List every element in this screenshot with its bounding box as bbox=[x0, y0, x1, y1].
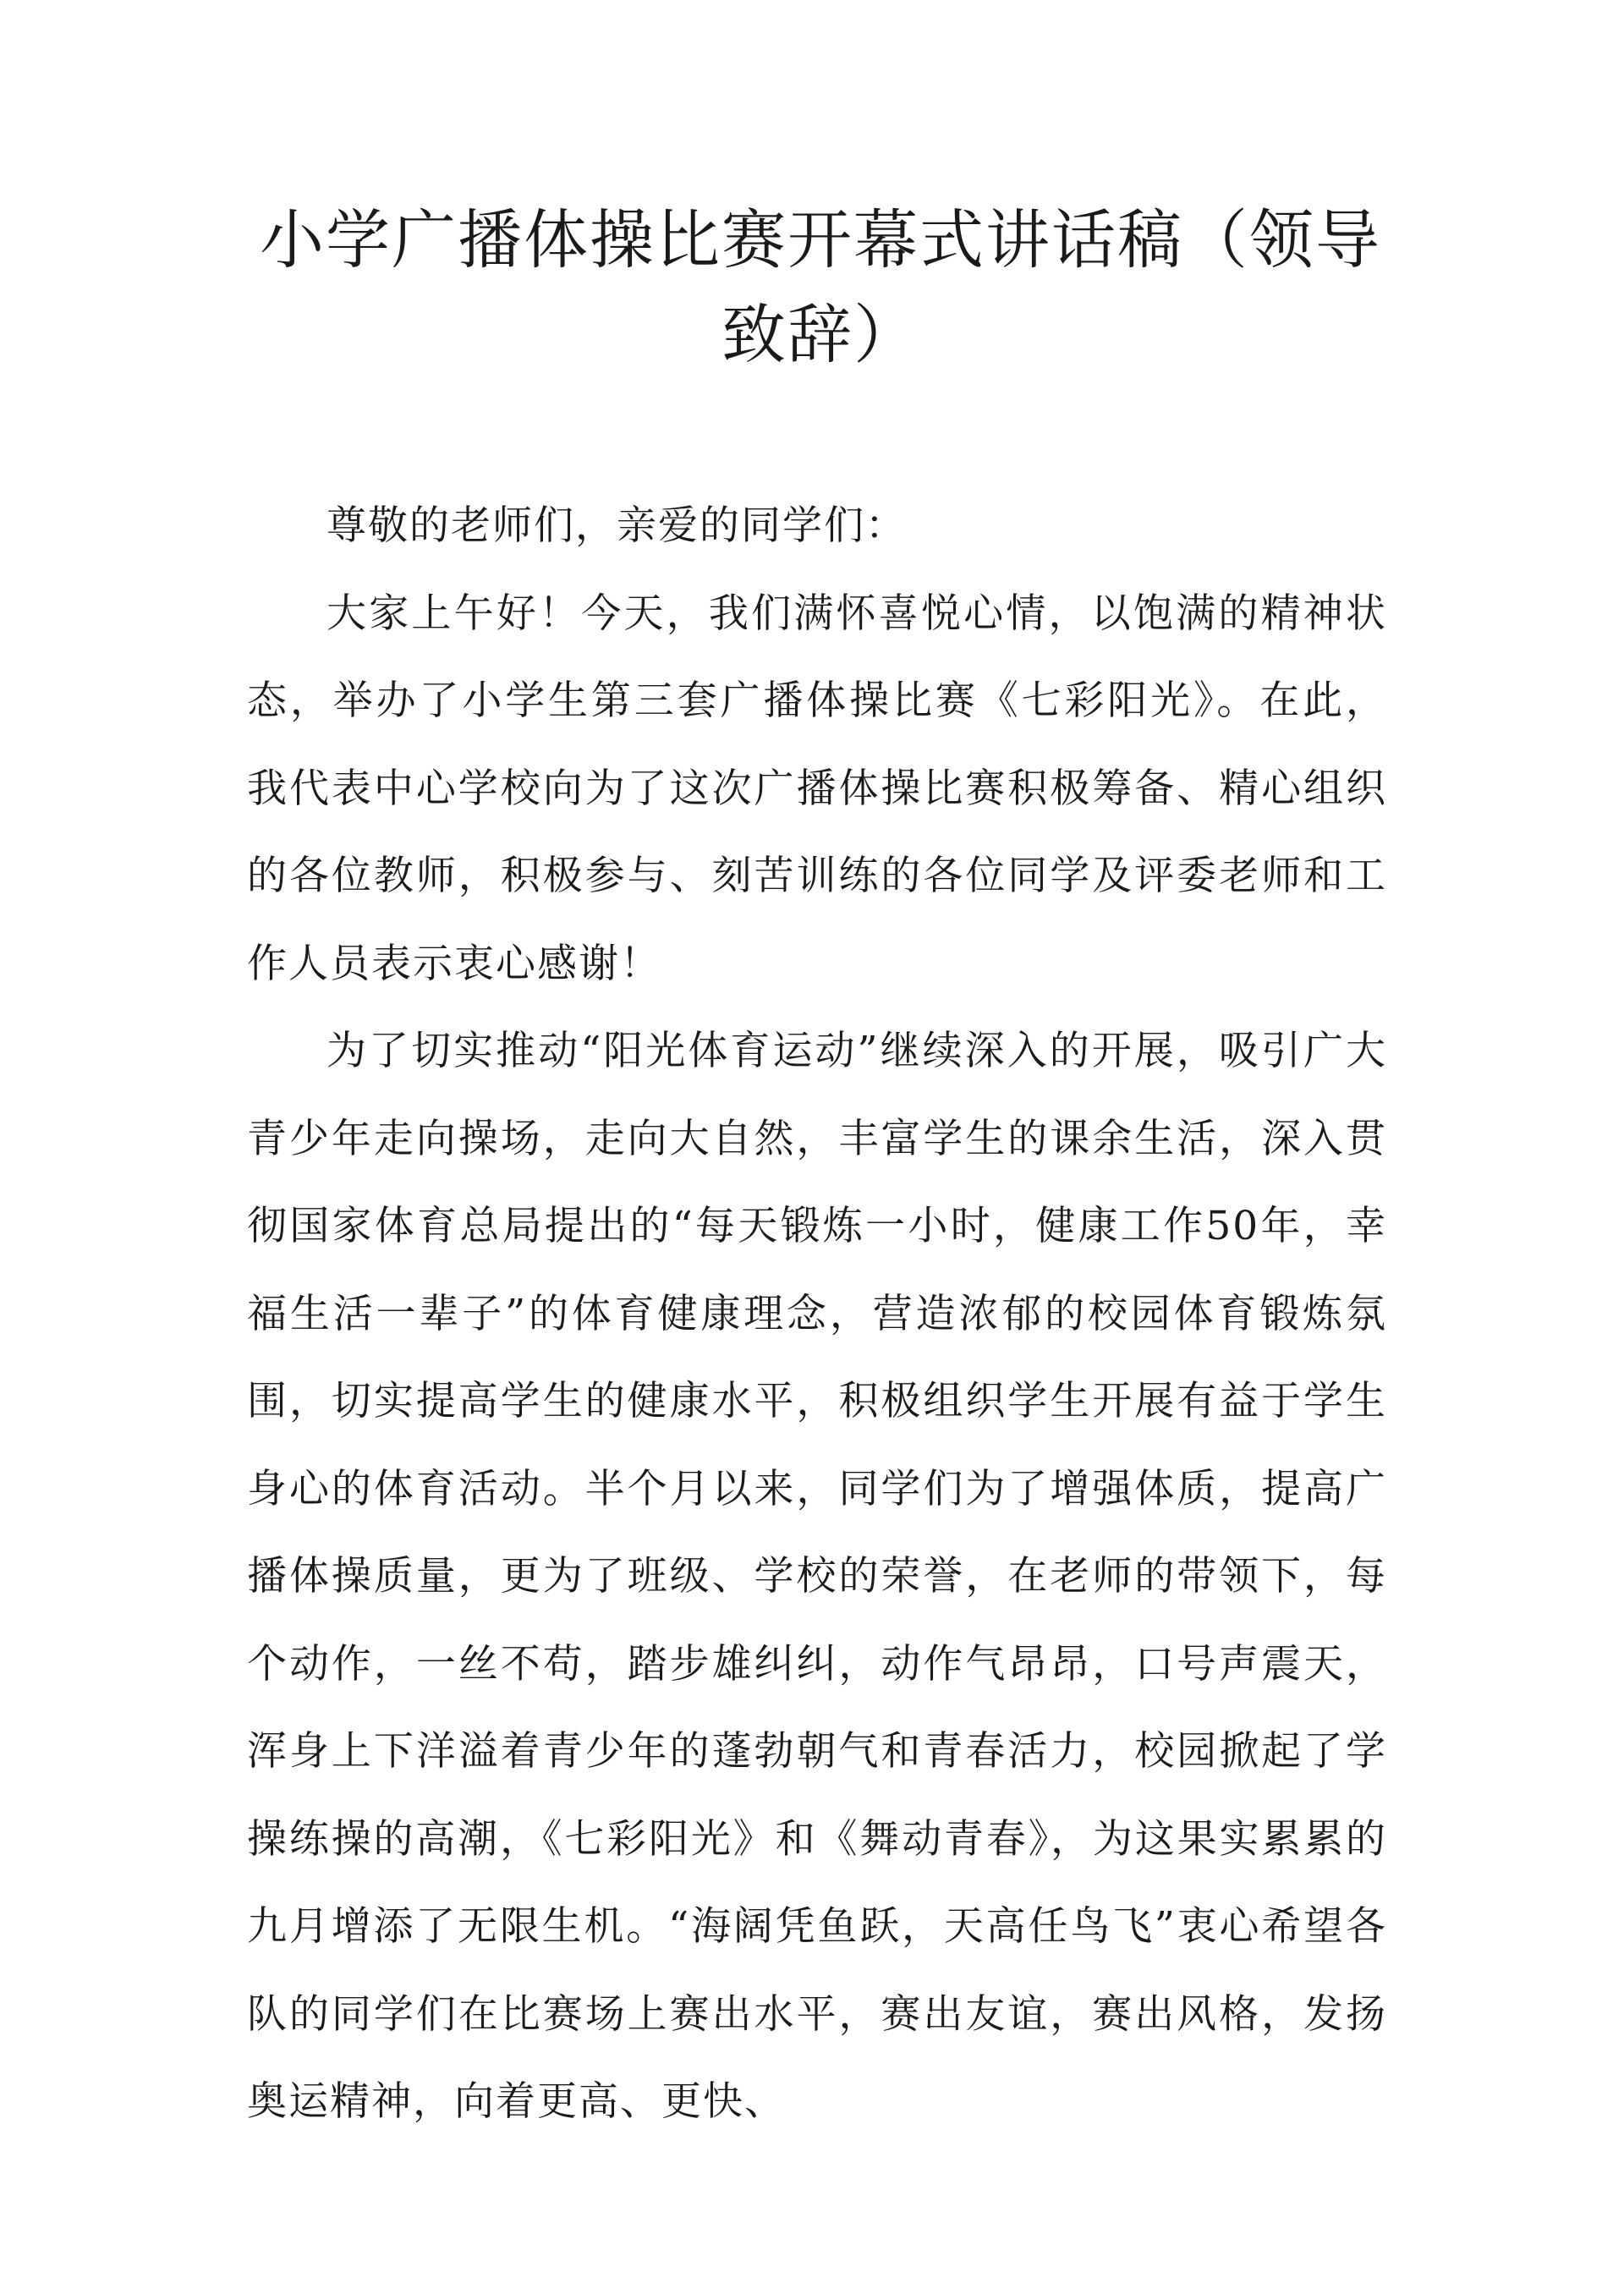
document-title: 小学广播体操比赛开幕式讲话稿（领导致辞） bbox=[260, 202, 1381, 372]
greeting-paragraph: 大家上午好！今天，我们满怀喜悦心情，以饱满的精神状态，举办了小学生第三套广播体操比赛《七彩阳光》。在此，我代表中心学校向为了这次广播体操比赛积极筹备、精心组织的各位教师，积极参与、刻苦训练的各位同学及评委老师和工作人员表示衷心感谢！ bbox=[247, 590, 1387, 987]
main-paragraph: 为了切实推动“阳光体育运动”继续深入的开展，吸引广大青少年走向操场，走向大自然，丰富学生的课余生活，深入贯彻国家体育总局提出的“每天锻炼一小时，健康工作50年，幸福生活一辈子”的体育健康理念，营造浓郁的校园体育锻炼氛围，切实提高学生的健康水平，积极组织学生开展有益于学生身心的体育活动。半个月以来，同学们为了增强体质，提高广播体操质量，更为了班级、学校的荣誉，在老师的带领下，每个动作，一丝不苟，踏步雄纠纠，动作气昂昂，口号声震天，浑身上下洋溢着青少年的蓬勃朝气和青春活力，校园掀起了学操练操的高潮，《七彩阳光》和《舞动青春》，为这果实累累的九月增添了无限生机。“海阔凭鱼跃，天高任鸟飞”衷心希望各队的同学们在比赛场上赛出水平，赛出友谊，赛出风格，发扬奥运精神，向着更高、更快、 bbox=[247, 1028, 1387, 2125]
document-body bbox=[247, 482, 1387, 2146]
salutation-paragraph: 尊敬的老师们，亲爱的同学们： bbox=[326, 502, 907, 549]
